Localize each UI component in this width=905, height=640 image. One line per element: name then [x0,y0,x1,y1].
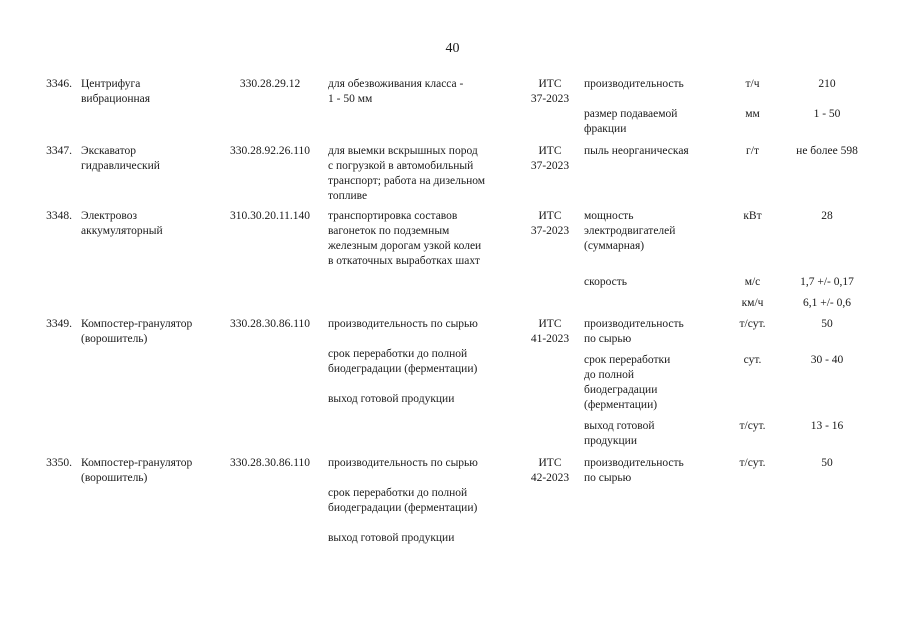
equipment-name: (ворошитель) [81,333,148,345]
its-reference: ИТС [538,145,562,157]
okpd-code: 310.30.20.11.140 [229,210,311,222]
param-name: производительность [584,457,684,469]
its-reference: ИТС [538,318,562,330]
okpd-code: 330.28.29.12 [239,78,301,90]
param-name: производительность [584,318,684,330]
param-value: 210 [818,78,836,90]
param-value: 1 - 50 [813,108,841,120]
param-name: мощность [584,210,634,222]
row-number: 3346. [46,78,72,90]
page-number: 40 [445,41,460,56]
okpd-code: 330.28.92.26.110 [229,145,311,157]
param-unit: т/сут. [739,420,766,432]
param-name: пыль неорганическая [584,145,689,157]
equipment-name: аккумуляторный [81,225,163,237]
its-reference: ИТС [538,457,562,469]
equipment-name: (ворошитель) [81,472,148,484]
purpose-text: для обезвоживания класса - [328,78,464,90]
param-unit: г/т [746,145,759,157]
equipment-name: вибрационная [81,93,151,105]
purpose-text: производительность по сырью [328,457,478,469]
param-value: 30 - 40 [810,354,844,366]
param-unit: м/с [744,276,761,288]
purpose-text: биодеградации (ферментации) [328,363,478,375]
purpose-text: срок переработки до полной [328,487,468,499]
equipment-name: Экскаватор [81,145,136,157]
purpose-text: выход готовой продукции [328,393,455,405]
param-name: выход готовой [584,420,655,432]
row-number: 3349. [46,318,72,330]
purpose-text: биодеградации (ферментации) [328,502,478,514]
equipment-name: Электровоз [81,210,138,222]
purpose-text: производительность по сырью [328,318,478,330]
purpose-text: выход готовой продукции [328,532,455,544]
equipment-name: Компостер-гранулятор [81,457,193,469]
param-unit: т/сут. [739,318,766,330]
equipment-name: Центрифуга [81,78,141,90]
okpd-code: 330.28.30.86.110 [229,457,311,469]
row-number: 3348. [46,210,72,222]
purpose-text: железным дорогам узкой колеи [328,240,482,252]
param-value: 50 [821,318,833,330]
purpose-text: транспорт; работа на дизельном [328,175,486,187]
its-reference: 41-2023 [530,333,570,345]
param-name: продукции [584,435,637,447]
equipment-name: Компостер-гранулятор [81,318,193,330]
purpose-text: транспортировка составов [328,210,458,222]
purpose-text: вагонеток по подземным [328,225,450,237]
row-number: 3350. [46,457,72,469]
param-name: фракции [584,123,627,135]
its-reference: ИТС [538,78,562,90]
purpose-text: в откаточных выработках шахт [328,255,480,267]
row-number: 3347. [46,145,72,157]
its-reference: 37-2023 [530,93,570,105]
purpose-text: срок переработки до полной [328,348,468,360]
param-value: 1,7 +/- 0,17 [800,276,854,288]
param-value: 28 [821,210,833,222]
param-unit: т/ч [745,78,760,90]
param-unit: мм [745,108,760,120]
param-name: до полной [584,369,635,381]
param-name: электродвигателей [584,225,676,237]
its-reference: 42-2023 [530,472,570,484]
param-name: срок переработки [584,354,671,366]
param-value: 50 [821,457,833,469]
its-reference: 37-2023 [530,160,570,172]
okpd-code: 330.28.30.86.110 [229,318,311,330]
param-name: (ферментации) [584,399,658,411]
param-name: скорость [584,276,628,288]
param-unit: км/ч [741,297,764,309]
param-unit: кВт [743,210,762,222]
param-name: (суммарная) [584,240,645,252]
purpose-text: топливе [328,190,368,202]
param-name: биодеградации [584,384,658,396]
param-unit: т/сут. [739,457,766,469]
param-name: по сырью [584,333,632,345]
purpose-text: 1 - 50 мм [328,93,373,105]
param-value: 6,1 +/- 0,6 [802,297,851,309]
param-name: по сырью [584,472,632,484]
param-name: производительность [584,78,684,90]
purpose-text: с погрузкой в автомобильный [328,160,474,172]
param-value: 13 - 16 [810,420,844,432]
equipment-name: гидравлический [81,160,160,172]
param-name: размер подаваемой [584,108,678,120]
its-reference: 37-2023 [530,225,570,237]
its-reference: ИТС [538,210,562,222]
purpose-text: для выемки вскрышных пород [328,145,478,157]
param-value: не более 598 [796,145,858,157]
param-unit: сут. [743,354,762,366]
